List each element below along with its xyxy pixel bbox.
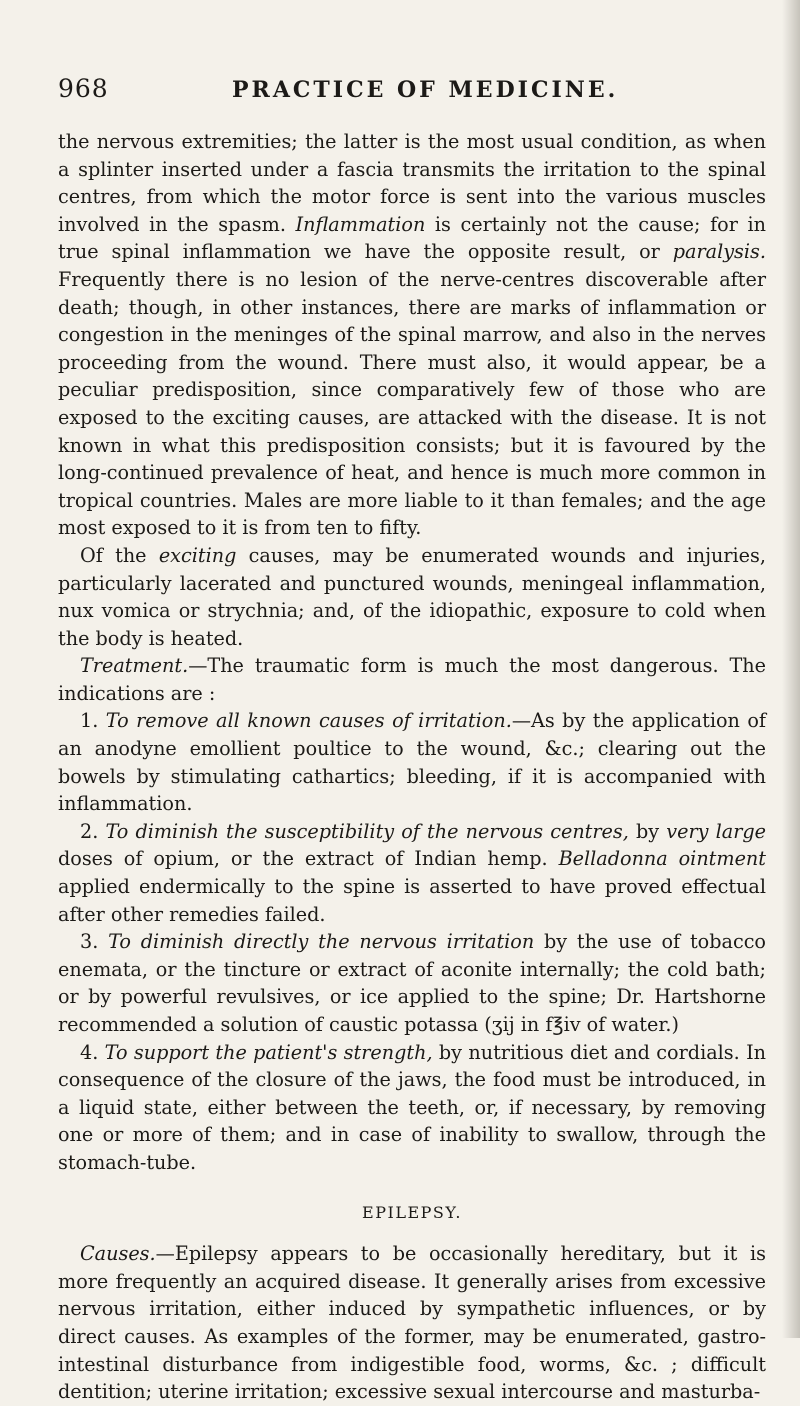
- text-run: the nervous extremities; the latter is the most usual condition, as when a splinter inserted under a fascia transmits the irritation to the spinal centres, from which the motor force is sent into the various muscles involved in the spasm.: [58, 130, 766, 236]
- text-run: 4.: [80, 1040, 105, 1064]
- text-run: doses of opium, or the extract of Indian hemp.: [58, 847, 559, 871]
- body-text: [58, 128, 766, 1406]
- italic-run: To remove all known causes of irritation.: [105, 709, 512, 733]
- text-run: applied endermically to the spine is asserted to have proved effectual after other remedies failed.: [58, 875, 766, 926]
- page-header: [58, 74, 758, 104]
- indication-2: [58, 818, 766, 928]
- italic-run: Inflammation: [295, 212, 426, 236]
- italic-run: To support the patient's strength,: [104, 1040, 433, 1064]
- text-run: 3.: [80, 930, 109, 954]
- text-run: by the use of tobacco enemata, or the tincture or extract of aconite internally; the cold bath; or by powerful revulsives, or ice applied to the spine; Dr. Hartshorne recommended a solution of caustic potassa (ʒij in f℥iv of water.): [58, 930, 766, 1036]
- indication-4: [58, 1039, 766, 1177]
- italic-run: paralysis.: [672, 240, 766, 264]
- page-number: 968: [58, 74, 109, 103]
- italic-run: Causes.: [80, 1242, 156, 1266]
- italic-run: very large: [666, 819, 767, 843]
- paragraph-treatment: [58, 652, 766, 707]
- paragraph-1: [58, 128, 766, 542]
- text-run: by: [628, 819, 667, 843]
- indication-3: [58, 928, 766, 1038]
- paragraph-causes: [58, 1240, 766, 1406]
- text-run: by nutritious diet and cordials. In consequence of the closure of the jaws, the food must be introduced, in a liquid state, either between the teeth, or, if necessary, by removing one or more of them; and in case of inability to swallow, through the stomach-tube.: [58, 1040, 767, 1174]
- text-run: causes, may be enumerated wounds and injuries, particularly lacerated and punctured wounds, meningeal inflammation, nux vomica or strychnia; and, of the idiopathic, exposure to cold when the body is heated.: [58, 543, 766, 650]
- paragraph-2: [58, 542, 766, 652]
- section-heading-epilepsy: EPILEPSY.: [362, 1202, 462, 1222]
- text-run: 2.: [80, 819, 106, 843]
- page-edge-shadow: [782, 0, 800, 1338]
- italic-run: To diminish directly the nervous irritation: [108, 930, 535, 954]
- italic-run: exciting: [158, 543, 237, 567]
- italic-run: Treatment.: [80, 654, 189, 678]
- text-run: —The traumatic form is much the most dangerous. The indications are :: [58, 654, 766, 705]
- text-run: —Epilepsy appears to be occasionally hereditary, but it is more frequently an acquired disease. It generally arises from excessive nervous irritation, either induced by sympathetic influences, or by direct causes. As examples of the former, may be enumerated, gastro-intestinal disturbance from indigestible food, worms, &c. ; difficult dentition; uterine irritation; excessive sexual intercourse and masturba-: [58, 1242, 766, 1404]
- text-run: Of the: [80, 543, 159, 567]
- italic-run: Belladonna ointment: [558, 847, 767, 871]
- text-run: 1.: [80, 709, 106, 733]
- italic-run: To diminish the susceptibility of the nervous centres,: [105, 819, 629, 843]
- text-run: —As by the application of an anodyne emollient poultice to the wound, &c.; clearing out the bowels by stimulating cathartics; bleeding, if it is accompanied with inflammation.: [58, 709, 766, 816]
- running-head: PRACTICE OF MEDICINE.: [232, 77, 619, 103]
- indication-1: [58, 707, 766, 817]
- text-run: is certainly not the cause; for in true spinal inflammation we have the opposite result, or: [58, 212, 766, 264]
- text-run: Frequently there is no lesion of the nerve-centres discoverable after death; though, in other instances, there are marks of inflammation or congestion in the meninges of the spinal marrow, and also in the nerves proceeding from the wound. There must also, it would appear, be a peculiar predisposition, since comparatively few of those who are exposed to the exciting causes, are attacked with the disease. It is not known in what this predisposition consists; but it is favoured by the long-continued prevalence of heat, and hence is much more common in tropical countries. Males are more liable to it than females; and the age most exposed to it is from ten to fifty.: [58, 267, 766, 540]
